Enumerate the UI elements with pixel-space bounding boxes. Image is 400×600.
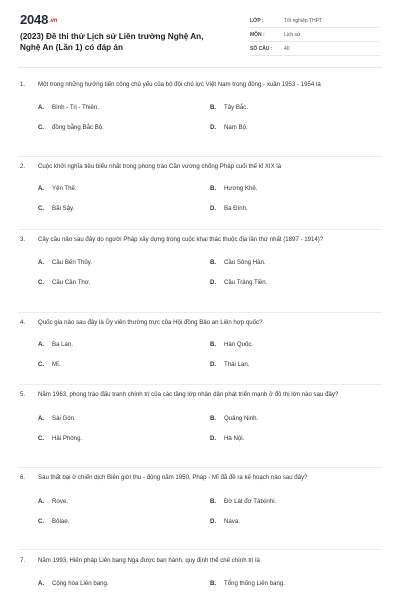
option-c[interactable] bbox=[38, 518, 69, 525]
option-text: Cộng hòa Liên bang. bbox=[52, 579, 109, 587]
option-text: Hà Nội. bbox=[224, 434, 245, 442]
option-letter: B. bbox=[210, 103, 217, 111]
option-text: Mĩ. bbox=[52, 360, 61, 368]
question-divider bbox=[18, 312, 382, 313]
option-letter: B. bbox=[210, 340, 217, 348]
option-b[interactable] bbox=[210, 341, 253, 348]
option-a[interactable] bbox=[38, 104, 99, 111]
option-d[interactable] bbox=[210, 518, 240, 525]
option-letter: C. bbox=[38, 123, 45, 131]
option-letter: A. bbox=[38, 579, 45, 587]
question-text: Năm 1993, Hiến pháp Liên bang Nga được ban hành, quy định thể chế chính trị là bbox=[38, 557, 260, 564]
option-letter: C. bbox=[38, 517, 45, 525]
option-text: Ba Lan. bbox=[52, 340, 74, 348]
option-letter: B. bbox=[210, 414, 217, 422]
option-text: Hải Phòng. bbox=[52, 434, 83, 442]
meta-row-subject bbox=[250, 28, 380, 42]
question-number: 4. bbox=[20, 319, 26, 326]
question-4 bbox=[20, 319, 380, 377]
option-a[interactable] bbox=[38, 259, 92, 266]
option-a[interactable] bbox=[38, 185, 77, 192]
question-number: 1. bbox=[20, 81, 26, 88]
option-a[interactable] bbox=[38, 498, 68, 505]
option-text: Yên Thế. bbox=[52, 184, 77, 192]
question-number: 7. bbox=[20, 557, 26, 564]
option-text: Sài Gòn. bbox=[52, 414, 76, 422]
option-letter: A. bbox=[38, 340, 45, 348]
meta-label: MÔN : bbox=[250, 31, 265, 38]
option-c[interactable] bbox=[38, 435, 82, 442]
option-letter: B. bbox=[210, 258, 217, 266]
question-6 bbox=[20, 474, 380, 534]
question-divider bbox=[18, 156, 382, 157]
exam-meta bbox=[250, 14, 380, 56]
option-c[interactable] bbox=[38, 279, 90, 286]
question-divider bbox=[18, 549, 382, 550]
header-divider bbox=[18, 67, 382, 68]
question-7 bbox=[20, 557, 380, 596]
question-text: Cây cầu nào sau đây do người Pháp xây dựng trong cuộc khai thác thuộc địa lần thứ nhất (1897 - 1914)? bbox=[38, 236, 324, 243]
option-d[interactable] bbox=[210, 124, 248, 131]
option-text: Tây Bắc. bbox=[224, 103, 249, 111]
option-d[interactable] bbox=[210, 279, 267, 286]
question-5 bbox=[20, 391, 380, 451]
option-a[interactable] bbox=[38, 580, 109, 587]
question-divider bbox=[18, 229, 382, 230]
logo-suffix: .vn bbox=[49, 18, 58, 24]
option-letter: D. bbox=[210, 517, 217, 525]
option-letter: D. bbox=[210, 360, 217, 368]
question-number: 3. bbox=[20, 236, 26, 243]
option-c[interactable] bbox=[38, 124, 104, 131]
question-divider bbox=[18, 384, 382, 385]
question-number: 5. bbox=[20, 391, 26, 398]
question-text: Một trong những hướng tiến công chủ yếu của bộ đội chủ lực Việt Nam trong đông - xuân 1953 - 1954 là bbox=[38, 81, 321, 88]
option-letter: A. bbox=[38, 497, 45, 505]
option-letter: A. bbox=[38, 414, 45, 422]
question-3 bbox=[20, 236, 380, 295]
option-text: Nava. bbox=[224, 517, 240, 525]
option-text: Ba Đình. bbox=[224, 204, 248, 212]
site-logo[interactable] bbox=[20, 12, 57, 27]
option-letter: D. bbox=[210, 204, 217, 212]
option-b[interactable] bbox=[210, 259, 266, 266]
meta-label: LỚP : bbox=[250, 17, 264, 24]
option-text: Cầu Cần Thơ. bbox=[52, 278, 91, 286]
option-letter: D. bbox=[210, 123, 217, 131]
question-text: Sau thất bại ở chiến dịch Biên giới thu - đông năm 1950, Pháp - Mĩ đã đề ra kế hoạch nào sau đây? bbox=[38, 474, 308, 481]
option-letter: C. bbox=[38, 278, 45, 286]
option-d[interactable] bbox=[210, 205, 248, 212]
option-a[interactable] bbox=[38, 341, 73, 348]
option-letter: B. bbox=[210, 497, 217, 505]
option-text: đồng bằng Bắc Bộ. bbox=[52, 123, 104, 131]
option-text: Hương Khê. bbox=[224, 184, 258, 192]
option-text: Tổng thống Liên bang. bbox=[224, 579, 285, 587]
question-text: Quốc gia nào sau đây là Ủy viên thường trực của Hội đồng Bảo an Liên hợp quốc? bbox=[38, 319, 263, 326]
meta-value: 40 bbox=[284, 45, 290, 52]
meta-value: Lịch sử bbox=[284, 31, 301, 38]
option-d[interactable] bbox=[210, 361, 249, 368]
option-letter: D. bbox=[210, 278, 217, 286]
option-c[interactable] bbox=[38, 205, 74, 212]
question-number: 6. bbox=[20, 474, 26, 481]
meta-label: SỐ CÂU : bbox=[250, 45, 273, 52]
question-2 bbox=[20, 163, 380, 221]
option-letter: C. bbox=[38, 434, 45, 442]
meta-row-count bbox=[250, 42, 380, 56]
option-text: Đờ Lát đơ Tátxinhi. bbox=[224, 497, 277, 505]
option-letter: A. bbox=[38, 103, 45, 111]
option-b[interactable] bbox=[210, 498, 276, 505]
option-text: Cầu Tràng Tiền. bbox=[224, 278, 268, 286]
option-letter: B. bbox=[210, 184, 217, 192]
meta-row-class bbox=[250, 14, 380, 28]
option-text: Cầu Sông Hàn. bbox=[224, 258, 266, 266]
question-text: Cuộc khởi nghĩa tiêu biểu nhất trong phong trào Cần vương chống Pháp cuối thế kỉ XIX là bbox=[38, 163, 282, 170]
option-text: Cầu Bến Thủy. bbox=[52, 258, 93, 266]
option-letter: C. bbox=[38, 360, 45, 368]
option-c[interactable] bbox=[38, 361, 60, 368]
question-divider bbox=[18, 467, 382, 468]
option-text: Bãi Sậy. bbox=[52, 204, 75, 212]
option-b[interactable] bbox=[210, 185, 257, 192]
option-text: Hàn Quốc. bbox=[224, 340, 254, 348]
meta-value: Tốt nghiệp THPT bbox=[284, 17, 322, 24]
option-b[interactable] bbox=[210, 104, 248, 111]
option-text: Nam Bộ. bbox=[224, 123, 248, 131]
option-text: Quảng Ninh. bbox=[224, 414, 259, 422]
option-text: Bình - Trị - Thiên. bbox=[52, 103, 99, 111]
option-text: Bôlae. bbox=[52, 517, 70, 525]
question-text: Năm 1963, phong trào đấu tranh chính trị của các tầng lớp nhân dân phát triển mạnh ở đô thị lớn nào sau đây? bbox=[38, 391, 339, 398]
option-a[interactable] bbox=[38, 415, 76, 422]
question-number: 2. bbox=[20, 163, 26, 170]
option-b[interactable] bbox=[210, 580, 285, 587]
document-title: (2023) Đề thi thử Lịch sử Liên trường Nghệ An, Nghệ An (Lần 1) có đáp án bbox=[20, 32, 204, 53]
option-letter: C. bbox=[38, 204, 45, 212]
question-1 bbox=[20, 81, 380, 140]
option-b[interactable] bbox=[210, 415, 258, 422]
option-letter: A. bbox=[38, 258, 45, 266]
option-letter: A. bbox=[38, 184, 45, 192]
option-letter: B. bbox=[210, 579, 217, 587]
logo-text: 2048 bbox=[20, 12, 49, 27]
option-letter: D. bbox=[210, 434, 217, 442]
option-text: Thái Lan. bbox=[224, 360, 250, 368]
option-text: Rove. bbox=[52, 497, 68, 505]
option-d[interactable] bbox=[210, 435, 244, 442]
